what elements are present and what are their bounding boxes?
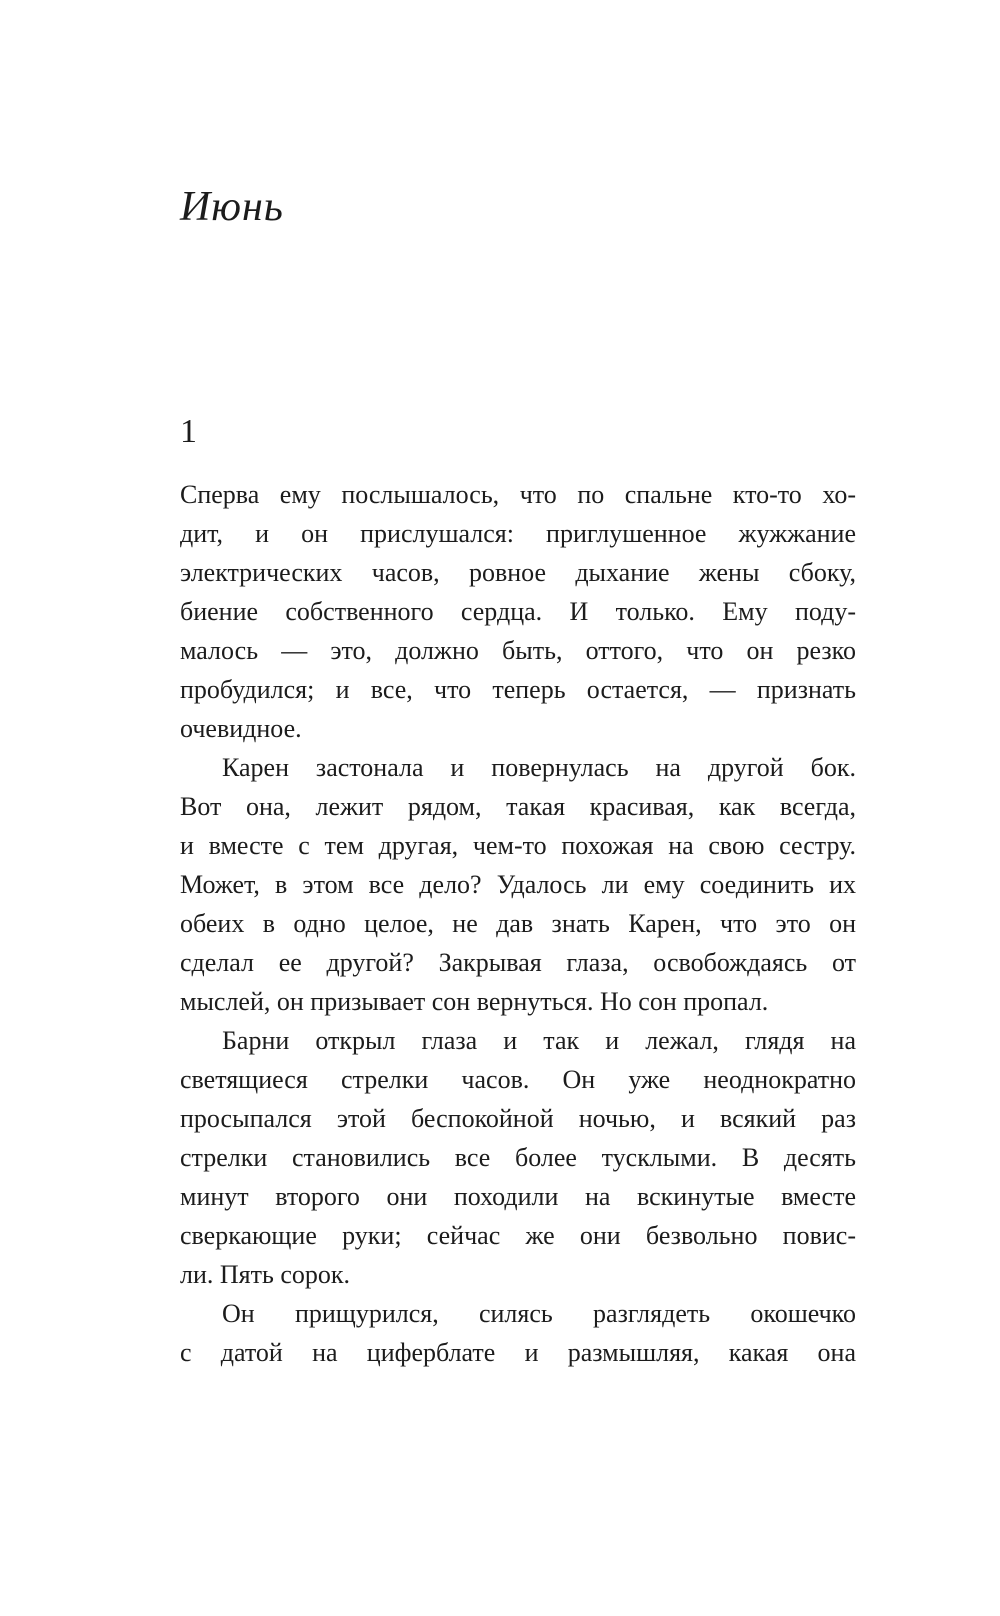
text-line: светящиеся стрелки часов. Он уже неоднократно [180,1065,856,1095]
paragraph [180,1294,856,1372]
text-line: мыслей, он призывает сон вернуться. Но сон пропал. [180,987,769,1017]
text-line: просыпался этой беспокойной ночью, и всякий раз [180,1104,856,1134]
text-line: Вот она, лежит рядом, такая красивая, как всегда, [180,792,856,822]
text-line: Может, в этом все дело? Удалось ли ему соединить их [180,870,856,900]
body-text [180,475,856,1372]
paragraph [180,1021,856,1294]
text-line: сделал ее другой? Закрывая глаза, освобождаясь от [180,948,856,978]
text-line: и вместе с тем другая, чем-то похожая на свою сестру. [180,831,856,861]
text-line: Сперва ему послышалось, что по спальне кто-то хо- [180,480,856,510]
paragraph [180,475,856,748]
text-line: сверкающие руки; сейчас же они безвольно повис- [180,1221,856,1251]
text-line: стрелки становились все более тусклыми. В десять [180,1143,856,1173]
text-line: пробудился; и все, что теперь остается, — признать [180,675,856,705]
text-line: биение собственного сердца. И только. Ему поду- [180,597,856,627]
text-line: дит, и он прислушался: приглушенное жужжание [180,519,856,549]
text-line: ли. Пять сорок. [180,1260,351,1290]
text-line: очевидное. [180,714,302,744]
text-line: малось — это, должно быть, оттого, что он резко [180,636,856,666]
paragraph [180,748,856,1021]
text-line: с датой на циферблате и размышляя, какая она [180,1338,856,1368]
text-line: минут второго они походили на вскинутые вместе [180,1182,856,1212]
page-content [180,0,856,1372]
chapter-title: Июнь [180,184,284,230]
text-line: Барни открыл глаза и так и лежал, глядя на [222,1026,856,1056]
text-line: Карен застонала и повернулась на другой бок. [222,753,856,783]
text-line: Он прищурился, силясь разглядеть окошечко [222,1299,856,1329]
section-number: 1 [180,413,197,451]
text-line: электрических часов, ровное дыхание жены сбоку, [180,558,856,588]
text-line: обеих в одно целое, не дав знать Карен, что это он [180,909,856,939]
